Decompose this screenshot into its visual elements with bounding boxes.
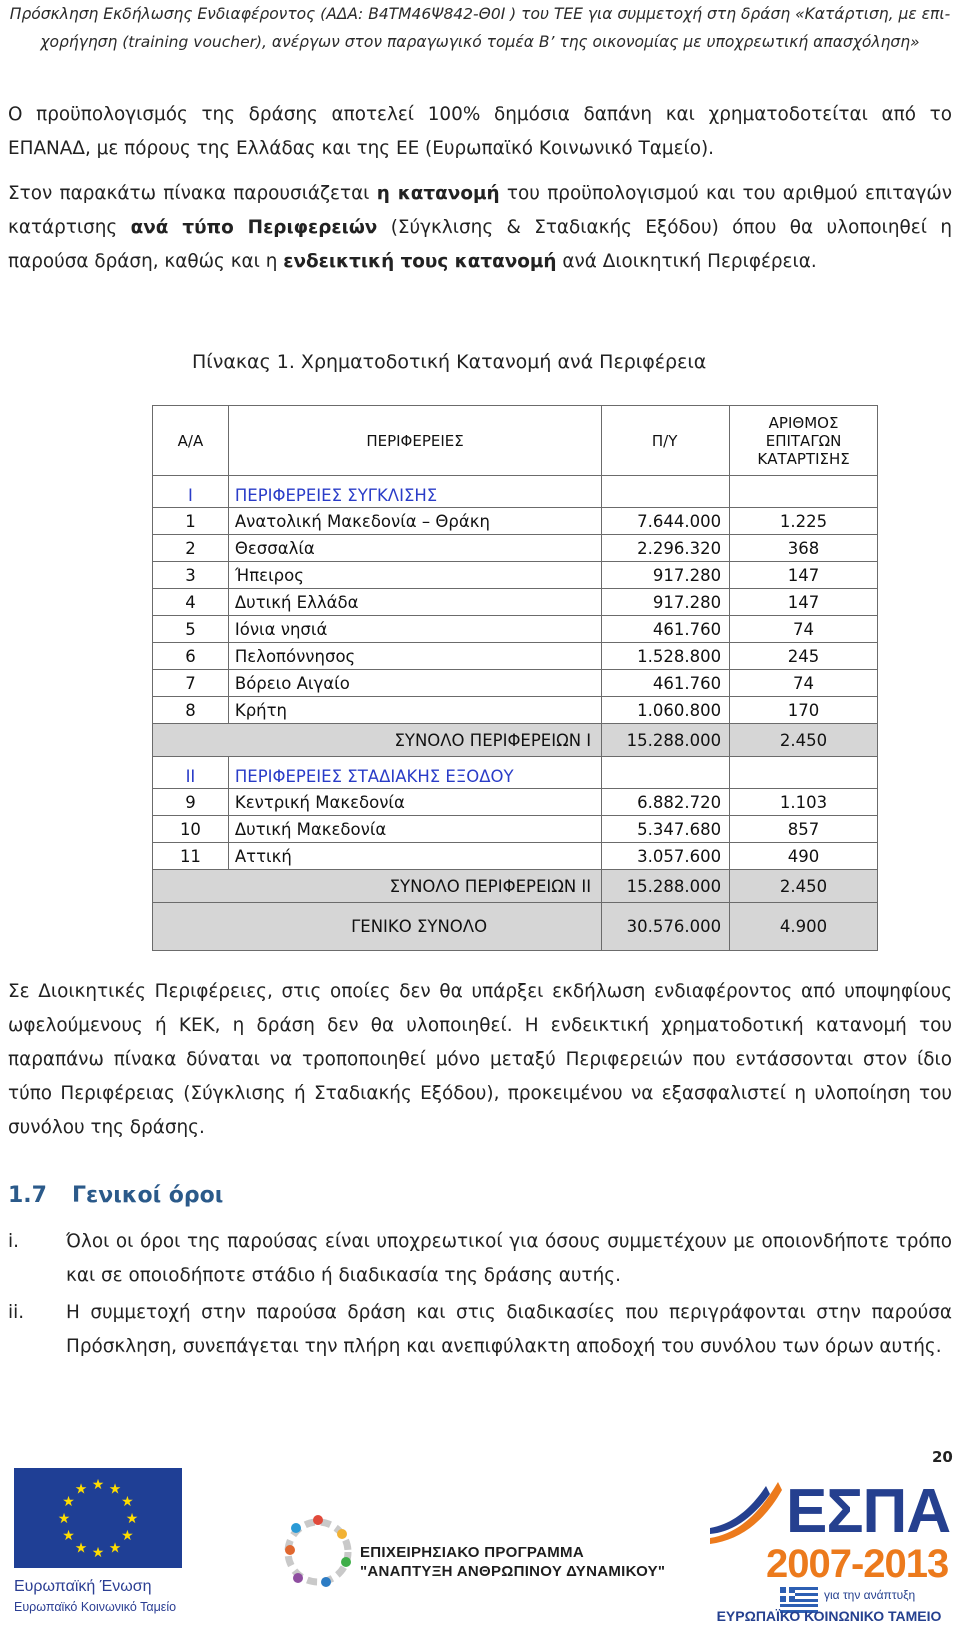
row-budget: 2.296.320 (602, 535, 730, 562)
list-marker: ii. (8, 1302, 25, 1323)
row-number: 6 (153, 643, 229, 670)
row-region: Ανατολική Μακεδονία – Θράκη (228, 508, 601, 535)
eu-fund-name: Ευρωπαϊκό Κοινωνικό Ταμείο (14, 1600, 177, 1614)
row-number: 9 (153, 789, 229, 816)
row-region: Ήπειρος (228, 562, 601, 589)
row-count: 170 (730, 697, 878, 724)
programme-line-1: ΕΠΙΧΕΙΡΗΣΙΑΚΟ ΠΡΟΓΡΑΜΜΑ (360, 1544, 584, 1561)
group1-total-row (153, 724, 878, 757)
row-count: 490 (730, 843, 878, 870)
total-budget: 15.288.000 (602, 724, 730, 757)
list-item-text: Όλοι οι όροι της παρούσας είναι υποχρεωτικοί για όσους συμμετέχουν με οποιονδήποτε τρόπο και σε οποιοδήποτε στάδιο ή διαδικασία της δράσης αυτής. (66, 1231, 952, 1286)
group-label: ΠΕΡΙΦΕΡΕΙΕΣ ΣΥΓΚΛΙΣΗΣ (228, 476, 601, 508)
header-budget: Π/Υ (602, 406, 730, 476)
group-number: Ι (153, 476, 229, 508)
row-number: 10 (153, 816, 229, 843)
eu-star-icon: ★ (121, 1494, 134, 1510)
espa-swoosh-icon (706, 1476, 786, 1546)
row-region: Αττική (228, 843, 601, 870)
grand-total-count: 4.900 (730, 903, 878, 951)
eu-star-icon: ★ (62, 1528, 75, 1544)
row-region: Πελοπόννησος (228, 643, 601, 670)
row-budget: 7.644.000 (602, 508, 730, 535)
table-row (153, 535, 878, 562)
header-count: ΑΡΙΘΜΟΣ ΕΠΙΤΑΓΩΝ ΚΑΤΑΡΤΙΣΗΣ (730, 406, 878, 476)
row-region: Δυτική Ελλάδα (228, 589, 601, 616)
intro-bold: ανά τύπο Περιφερειών (130, 217, 378, 238)
row-region: Ιόνια νησιά (228, 616, 601, 643)
row-number: 11 (153, 843, 229, 870)
row-budget: 3.057.600 (602, 843, 730, 870)
table-row (153, 508, 878, 535)
row-region: Δυτική Μακεδονία (228, 816, 601, 843)
row-budget: 1.528.800 (602, 643, 730, 670)
row-budget: 5.347.680 (602, 816, 730, 843)
eu-star-icon: ★ (108, 1481, 122, 1498)
espa-fund-name: ΕΥΡΩΠΑΪΚΟ ΚΟΙΝΩΝΙΚΟ ΤΑΜΕΙΟ (716, 1608, 942, 1624)
table-row (153, 697, 878, 724)
intro-text: (Σύγκλισης & Σταδιακής Εξόδου) όπου θα υλοποιηθεί η παρούσα δράση, καθώς και η (8, 217, 953, 272)
table-row (153, 670, 878, 697)
total-count: 2.450 (730, 724, 878, 757)
table-header-row (153, 406, 878, 476)
list-marker: i. (8, 1231, 19, 1252)
section-heading (8, 1183, 223, 1208)
row-count: 74 (730, 616, 878, 643)
intro-paragraph-1: Ο προϋπολογισμός της δράσης αποτελεί 100% δημόσια δαπάνη και χρηματοδοτείται από το ΕΠΑΝΑΔ, με πόρους της Ελλάδας και της ΕΕ (Ευρωπαϊκό Κοινωνικό Ταμείο). (8, 104, 952, 159)
eu-star-icon: ★ (91, 1545, 105, 1561)
header-line-1: Πρόσκληση Εκδήλωσης Ενδιαφέροντος (ΑΔΑ: Β4ΤΜ46Ψ842-Θ0Ι ) του ΤΕΕ για συμμετοχή στη δράση «Κατάρτιση, με επι- (9, 5, 951, 23)
row-count: 1.225 (730, 508, 878, 535)
row-budget: 1.060.800 (602, 697, 730, 724)
people-circle-icon (280, 1500, 358, 1600)
group2-rows (153, 789, 878, 870)
table-row (153, 589, 878, 616)
eu-flag-icon (14, 1468, 182, 1568)
row-number: 2 (153, 535, 229, 562)
header-line-2: χορήγηση (training voucher), ανέργων στον παραγωγικό τομέα Β’ της οικονομίας με υποχρεωτική απασχόληση» (40, 33, 920, 51)
table-caption: Πίνακας 1. Χρηματοδοτική Κατανομή ανά Περιφέρεια (192, 351, 707, 373)
group2-total-row (153, 870, 878, 903)
intro-bold: η κατανομή (376, 183, 500, 204)
group-label: ΠΕΡΙΦΕΡΕΙΕΣ ΣΤΑΔΙΑΚΗΣ ΕΞΟΔΟΥ (228, 757, 601, 789)
eu-name: Ευρωπαϊκή Ένωση (14, 1578, 152, 1595)
row-number: 5 (153, 616, 229, 643)
grand-total-row (153, 903, 878, 951)
espa-years: 2007-2013 (766, 1542, 949, 1586)
grand-total-label: ΓΕΝΙΚΟ ΣΥΝΟΛΟ (153, 903, 602, 951)
row-count: 1.103 (730, 789, 878, 816)
intro-text: του προϋπολογισμού και του αριθμού επιταγών κατάρτισης (8, 183, 952, 238)
list-item (8, 1296, 952, 1364)
row-count: 147 (730, 589, 878, 616)
header-region: ΠΕΡΙΦΕΡΕΙΕΣ (228, 406, 601, 476)
intro-text: Στον παρακάτω πίνακα παρουσιάζεται (8, 183, 377, 204)
section-title: Γενικοί όροι (72, 1183, 224, 1208)
group-row-phasing-out (153, 757, 878, 789)
section-number: 1.7 (8, 1183, 47, 1208)
group1-rows (153, 508, 878, 724)
eu-star-icon: ★ (91, 1477, 105, 1493)
espa-logo (706, 1476, 952, 1626)
row-number: 4 (153, 589, 229, 616)
row-budget: 917.280 (602, 589, 730, 616)
intro-bold: ενδεικτική τους κατανομή (283, 251, 557, 272)
header-aa: Α/Α (153, 406, 229, 476)
table-row (153, 816, 878, 843)
row-count: 147 (730, 562, 878, 589)
row-count: 368 (730, 535, 878, 562)
intro-paragraph-2 (8, 177, 952, 279)
row-budget: 461.760 (602, 616, 730, 643)
total-count: 2.450 (730, 870, 878, 903)
eu-star-icon: ★ (125, 1511, 139, 1527)
table-row (153, 616, 878, 643)
programme-line-2: "ΑΝΑΠΤΥΞΗ ΑΝΘΡΩΠΙΝΟΥ ΔΥΝΑΜΙΚΟΥ" (360, 1563, 666, 1580)
after-table-paragraph: Σε Διοικητικές Περιφέρειες, στις οποίες δεν θα υπάρξει εκδήλωση ενδιαφέροντος από υποψηφίους ωφελούμενους ή ΚΕΚ, η δράση δεν θα υλοποιηθεί. Η ενδεικτική χρηματοδοτική κατανομή του παραπάνω πίνακα δύναται να τροποποιηθεί μόνο μεταξύ Περιφερειών που εντάσσονται στον ίδιο τύπο Περιφέρειας (Σύγκλισης ή Σταδιακής Εξόδου), προκειμένου να εξασφαλιστεί η υλοποίηση του συνόλου της δράσης. (8, 981, 952, 1138)
row-budget: 6.882.720 (602, 789, 730, 816)
grand-total-budget: 30.576.000 (602, 903, 730, 951)
row-region: Βόρειο Αιγαίο (228, 670, 601, 697)
row-number: 8 (153, 697, 229, 724)
row-budget: 917.280 (602, 562, 730, 589)
total-budget: 15.288.000 (602, 870, 730, 903)
row-region: Κρήτη (228, 697, 601, 724)
espa-slogan: για την ανάπτυξη (824, 1588, 916, 1602)
total-label: ΣΥΝΟΛΟ ΠΕΡΙΦΕΡΕΙΩΝ ΙΙ (153, 870, 602, 903)
espa-wordmark: ΕΣΠΑ (786, 1477, 951, 1546)
eu-star-icon: ★ (74, 1540, 88, 1557)
eu-star-icon: ★ (57, 1511, 71, 1527)
row-number: 7 (153, 670, 229, 697)
table-row (153, 643, 878, 670)
row-count: 245 (730, 643, 878, 670)
group-number: ΙΙ (153, 757, 229, 789)
table-row (153, 562, 878, 589)
row-count: 74 (730, 670, 878, 697)
regions-table (152, 405, 878, 951)
document-header (0, 0, 960, 56)
table-row (153, 789, 878, 816)
eu-star-icon: ★ (62, 1494, 75, 1510)
row-number: 3 (153, 562, 229, 589)
programme-logo (280, 1500, 700, 1610)
eu-star-icon: ★ (74, 1481, 88, 1498)
eu-star-icon: ★ (121, 1528, 134, 1544)
eu-logo (14, 1468, 182, 1622)
row-budget: 461.760 (602, 670, 730, 697)
list-item-text: Η συμμετοχή στην παρούσα δράση και στις διαδικασίες που περιγράφονται στην παρούσα Πρόσκληση, συνεπάγεται την πλήρη και ανεπιφύλακτη αποδοχή του συνόλου των όρων αυτής. (66, 1302, 952, 1357)
intro-text: ανά Διοικητική Περιφέρεια. (556, 251, 817, 272)
row-count: 857 (730, 816, 878, 843)
row-number: 1 (153, 508, 229, 535)
row-region: Θεσσαλία (228, 535, 601, 562)
list-item (8, 1225, 952, 1293)
page-number: 20 (932, 1448, 953, 1466)
group-row-convergence (153, 476, 878, 508)
row-region: Κεντρική Μακεδονία (228, 789, 601, 816)
eu-star-icon: ★ (108, 1540, 122, 1557)
total-label: ΣΥΝΟΛΟ ΠΕΡΙΦΕΡΕΙΩΝ Ι (153, 724, 602, 757)
table-row (153, 843, 878, 870)
